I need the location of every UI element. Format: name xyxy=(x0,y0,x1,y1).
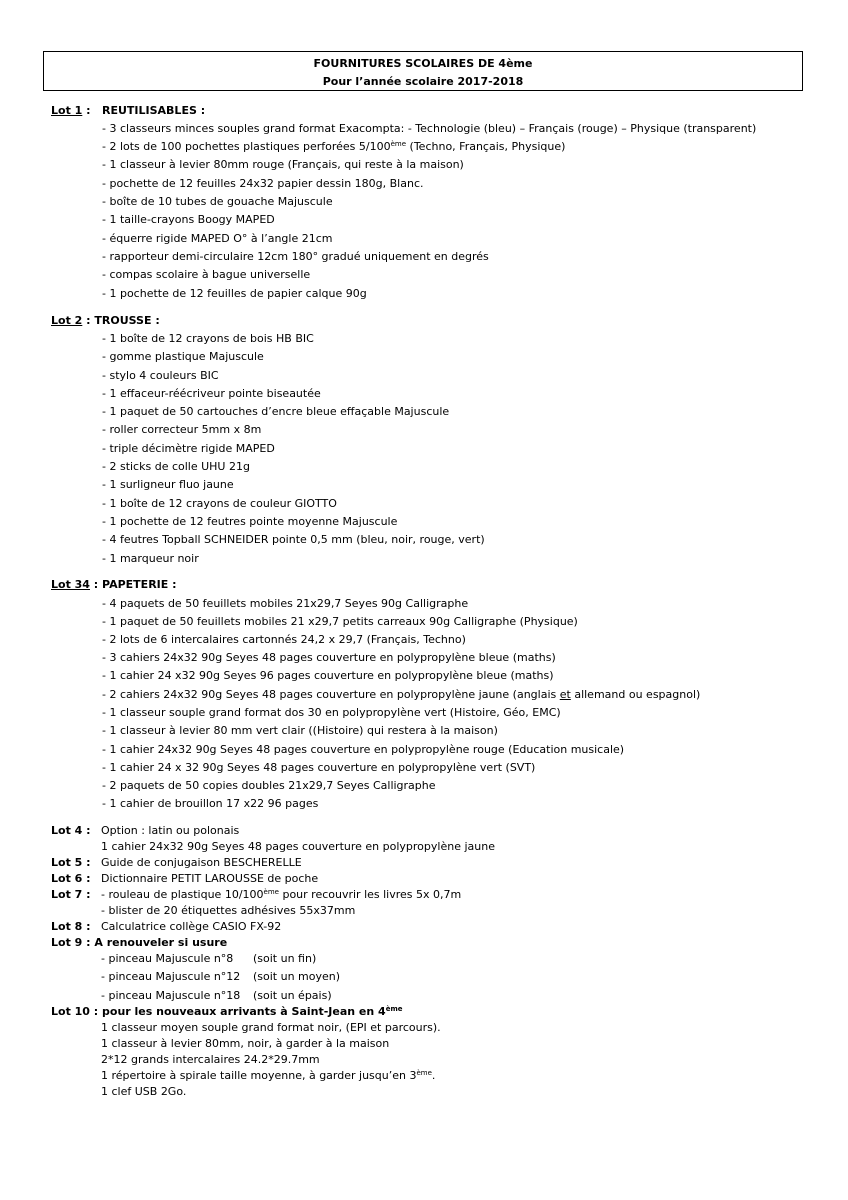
lot9-item: - pinceau Majuscule n°8 xyxy=(101,952,234,965)
lot1-heading: REUTILISABLES : xyxy=(102,104,206,117)
lot34-item xyxy=(102,688,700,701)
lot2-item: - 1 marqueur noir xyxy=(102,552,199,565)
lot1-item: - 1 pochette de 12 feuilles de papier calque 90g xyxy=(102,287,367,300)
lot34-item: - 3 cahiers 24x32 90g Seyes 48 pages couverture en polypropylène bleue (maths) xyxy=(102,651,556,664)
lot2-heading: TROUSSE : xyxy=(94,314,160,327)
lot34-item: - 1 cahier 24x32 90g Seyes 48 pages couverture en polypropylène rouge (Education musicale) xyxy=(102,743,625,756)
title-box xyxy=(43,51,803,91)
lot9-item: - pinceau Majuscule n°18 xyxy=(101,989,241,1002)
lot5-label: Lot 5 : xyxy=(51,856,91,869)
lot34-item: - 2 paquets de 50 copies doubles 21x29,7 Seyes Calligraphe xyxy=(102,779,436,792)
lot10-label xyxy=(51,1005,403,1018)
lot2-item: - stylo 4 couleurs BIC xyxy=(102,369,219,382)
lot2-item: - gomme plastique Majuscule xyxy=(102,350,264,363)
lot8-item: Calculatrice collège CASIO FX-92 xyxy=(101,920,282,933)
lot34-item: - 1 paquet de 50 feuillets mobiles 21 x29,7 petits carreaux 90g Calligraphe (Physique) xyxy=(102,615,578,628)
lot1-item xyxy=(102,140,565,153)
lot1-item: - 1 classeur à levier 80mm rouge (Français, qui reste à la maison) xyxy=(102,158,464,171)
lot1-sep: : xyxy=(82,104,91,117)
lot5-item: Guide de conjugaison BESCHERELLE xyxy=(101,856,302,869)
lot7-label: Lot 7 : xyxy=(51,888,91,901)
superscript: ème xyxy=(385,1005,403,1013)
lot2-item: - 1 effaceur-réécriveur pointe biseautée xyxy=(102,387,321,400)
superscript: ème xyxy=(416,1069,432,1077)
lot10-item: 1 classeur moyen souple grand format noir, (EPI et parcours). xyxy=(101,1021,441,1034)
lot1-item: - boîte de 10 tubes de gouache Majuscule xyxy=(102,195,333,208)
lot34-item: - 1 cahier 24 x 32 90g Seyes 48 pages couverture en polypropylène vert (SVT) xyxy=(102,761,536,774)
lot9-label: Lot 9 : A renouveler si usure xyxy=(51,936,228,949)
lot9-note: (soit un épais) xyxy=(253,989,332,1002)
lot10-item: 1 classeur à levier 80mm, noir, à garder à la maison xyxy=(101,1037,390,1050)
lot7-item-text: pour recouvrir les livres 5x 0,7m xyxy=(278,888,462,901)
document-title: FOURNITURES SCOLAIRES DE 4ème xyxy=(313,57,533,70)
lot2-label xyxy=(51,314,160,327)
lot1-item: - équerre rigide MAPED O° à l’angle 21cm xyxy=(102,232,333,245)
lot2-item: - triple décimètre rigide MAPED xyxy=(102,442,275,455)
lot2-item: - roller correcteur 5mm x 8m xyxy=(102,423,262,436)
lot7-item xyxy=(101,888,461,901)
lot34-item: - 2 lots de 6 intercalaires cartonnés 24,2 x 29,7 (Français, Techno) xyxy=(102,633,466,646)
lot10-item-text: 1 répertoire à spirale taille moyenne, à garder jusqu’en 3 xyxy=(101,1069,417,1082)
underlined-word: et xyxy=(559,688,571,701)
lot1-number: Lot 1 xyxy=(51,104,83,117)
lot2-sep: : xyxy=(82,314,95,327)
lot1-item: - pochette de 12 feuilles 24x32 papier dessin 180g, Blanc. xyxy=(102,177,424,190)
lot7-item: - blister de 20 étiquettes adhésives 55x37mm xyxy=(101,904,356,917)
lot34-item: - 4 paquets de 50 feuillets mobiles 21x29,7 Seyes 90g Calligraphe xyxy=(102,597,469,610)
lot7-item-text: - rouleau de plastique 10/100 xyxy=(101,888,264,901)
lot34-item: - 1 classeur souple grand format dos 30 en polypropylène vert (Histoire, Géo, EMC) xyxy=(102,706,561,719)
lot2-number: Lot 2 xyxy=(51,314,83,327)
lot10-item: 1 clef USB 2Go. xyxy=(101,1085,187,1098)
lot34-sep: : xyxy=(89,578,103,591)
lot1-item: - rapporteur demi-circulaire 12cm 180° gradué uniquement en degrés xyxy=(102,250,489,263)
lot10-label-text: Lot 10 : pour les nouveaux arrivants à Saint-Jean en 4 xyxy=(51,1005,386,1018)
lot9-note: (soit un fin) xyxy=(253,952,317,965)
lot2-item: - 1 boîte de 12 crayons de bois HB BIC xyxy=(102,332,314,345)
lot10-item-text: . xyxy=(431,1069,436,1082)
lot2-item: - 1 paquet de 50 cartouches d’encre bleue effaçable Majuscule xyxy=(102,405,450,418)
lot4-item: 1 cahier 24x32 90g Seyes 48 pages couverture en polypropylène jaune xyxy=(101,840,495,853)
lot1-item-text: - 2 lots de 100 pochettes plastiques perforées 5/100 xyxy=(102,140,391,153)
lot1-item: - compas scolaire à bague universelle xyxy=(102,268,311,281)
lot34-item: - 1 classeur à levier 80 mm vert clair ((Histoire) qui restera à la maison) xyxy=(102,724,498,737)
lot9-item: - pinceau Majuscule n°12 xyxy=(101,970,241,983)
lot1-item-text: (Techno, Français, Physique) xyxy=(406,140,566,153)
lot9-note: (soit un moyen) xyxy=(253,970,341,983)
lot1-label xyxy=(51,104,91,117)
lot2-item: - 4 feutres Topball SCHNEIDER pointe 0,5 mm (bleu, noir, rouge, vert) xyxy=(102,533,485,546)
lot34-heading: PAPETERIE : xyxy=(102,578,177,591)
lot34-item-text: - 2 cahiers 24x32 90g Seyes 48 pages couverture en polypropylène jaune (anglais xyxy=(102,688,560,701)
lot8-label: Lot 8 : xyxy=(51,920,91,933)
lot4-option: Option : latin ou polonais xyxy=(101,824,240,837)
lot34-item: - 1 cahier 24 x32 90g Seyes 96 pages couverture en polypropylène bleue (maths) xyxy=(102,669,554,682)
lot10-item: 2*12 grands intercalaires 24.2*29.7mm xyxy=(101,1053,320,1066)
lot2-item: - 2 sticks de colle UHU 21g xyxy=(102,460,250,473)
superscript: ème xyxy=(263,888,279,896)
lot6-item: Dictionnaire PETIT LAROUSSE de poche xyxy=(101,872,319,885)
lot2-item: - 1 surligneur fluo jaune xyxy=(102,478,234,491)
lot2-item: - 1 boîte de 12 crayons de couleur GIOTTO xyxy=(102,497,337,510)
lot34-number: Lot 34 xyxy=(51,578,90,591)
lot34-item-text: allemand ou espagnol) xyxy=(570,688,701,701)
lot1-item: - 3 classeurs minces souples grand format Exacompta: - Technologie (bleu) – Français (rouge) – Physique (transparent) xyxy=(102,122,757,135)
lot6-label: Lot 6 : xyxy=(51,872,91,885)
lot2-item: - 1 pochette de 12 feutres pointe moyenne Majuscule xyxy=(102,515,398,528)
lot34-item: - 1 cahier de brouillon 17 x22 96 pages xyxy=(102,797,319,810)
lot10-item xyxy=(101,1069,435,1082)
superscript: ème xyxy=(390,140,407,148)
lot34-label xyxy=(51,578,177,591)
lot1-item: - 1 taille-crayons Boogy MAPED xyxy=(102,213,275,226)
lot4-label: Lot 4 : xyxy=(51,824,91,837)
document-subtitle: Pour l’année scolaire 2017-2018 xyxy=(322,75,524,88)
